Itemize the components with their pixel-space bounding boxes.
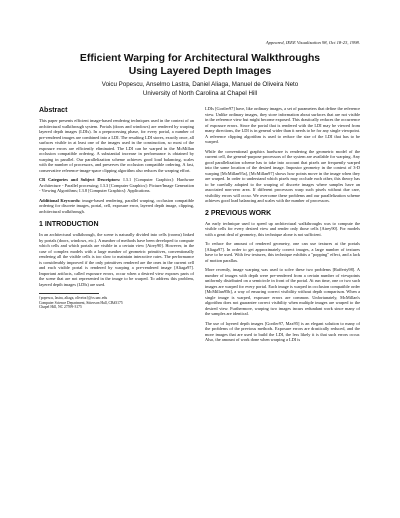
intro-continued-paragraph-1: LDIs [Gortler97] have, like ordinary images, a set of parameters that define the reference view. Unlike ordinary images, they store information about surfaces that are not visible in the reference view but might become exposed. This drastically reduces the occurrence of exposure errors. Since the portal that is rendered with the LDI may be viewed from many directions, the LDI is in general wider than it needs to be for any single viewpoint. A reference clipping algorithm is used to reduce the size of the LDI that has to be warped. <box>205 106 360 144</box>
author-list: Voicu Popescu, Anselmo Lastra, Daniel Aliaga, Manuel de Oliveira Neto <box>101 81 299 88</box>
intro-continued-paragraph-2: While the conventional graphics hardware is rendering the geometric model of the current cell, the general-purpose processors of the system are available for warping. Any good parallelization scheme has to take into account that pixels are frequently warped into the same location of the desired image. Impostor geometry in the context of 3-D warping [McMillan95a], [McMillan97] shows how points move in the image when they are warped. In order to understand which pixels may occlude each other, this theory has to be carefully adapted to the warping of discrete images where samples have an associated non-zero area. If different processors warp such pixels without due care, visibility errors will occur. We overcome these problems and our parallelization scheme achieves good load balancing and scales with the number of processors. <box>205 148 360 203</box>
previous-work-paragraph-1: An early technique used to speed up architectural walkthroughs was to compute the visible cells for every desired view and render only those cells [Airey90]. For models with a great deal of geometry, this technique alone is not sufficient. <box>205 220 360 237</box>
previous-work-paragraph-2: To reduce the amount of rendered geometry, one can use textures at the portals [Aliaga97]. In order to get approximately correct images, a large number of textures have to be used. With few textures, this technique exhibits a "popping" effect, and a lack of motion parallax. <box>205 241 360 263</box>
title-line-1: Efficient Warping for Architectural Walkthroughs <box>79 53 321 64</box>
footnote-rule <box>39 293 99 294</box>
footnote-address-2: Chapel Hill, NC 27599-3175 <box>39 305 82 310</box>
footnote-address-1: Computer Science Department, Sitterson Hall, CB#3175 <box>39 300 123 305</box>
cr-categories-lead: CR Categories and Subject Descriptors: <box>39 177 121 182</box>
paper-title <box>0 52 400 78</box>
abstract-text: This paper presents efficient image-based rendering techniques used in the context of an architectural walkthrough system. Portals (doors and windows) are rendered by warping layered depth images (LDIs). In a preprocessing phase, for every portal, a number of pre-rendered images are combined into a LDI. The resulting LDI stores, exactly once, all surfaces visible in at least one of the images used in the construction, so most of the exposure errors are efficiently eliminated. The LDI can be warped in the McMillan occlusion compatible ordering. A substantial increase in performance is obtained by warping in parallel. Our parallelization scheme achieves good load balancing, scales with the number of processors, and preserves the occlusion compatible ordering. A fast, conservative reference-image-space clipping algorithm also reduces the warping effort. <box>39 118 194 173</box>
previous-work-heading: 2 PREVIOUS WORK <box>205 209 272 217</box>
keywords-lead: Additional Keywords: <box>39 197 81 203</box>
venue-note: Appeared, IEEE Visualization 98, Oct 18-23, 1998. <box>265 40 360 45</box>
footnote-email: {popescu, lastra, aliaga, oliveira}@cs.unc.edu <box>39 296 108 300</box>
cr-categories-text: I.3.1 [Computer Graphics]: Hardware Architecture - Parallel processing; I.3.3 [Computer Graphics]: Picture/Image Generation - Viewing Algorithms; I.3.8 [Computer Graphics]: Applications. <box>39 177 194 193</box>
right-column <box>205 106 360 347</box>
left-column <box>39 106 194 310</box>
previous-work-paragraph-3: More recently, image warping was used to solve these two problems [Rafferty98]. A number of images with depth were pre-rendered from a certain number of viewpoints uniformly distributed on a semicircle in front of the portal. At run time, one or two such images are warped for every portal. Each image is warped in occlusion compatible order [McMillan95b], a way of ensuring correct visibility without depth comparison. When a single image is warped, exposure errors are common. Unfortunately, McMillan's algorithm does not guarantee correct visibility when multiple images are warped to the desired view. Furthermore, warping two images incurs redundant work since many of the samples are identical. <box>205 267 360 316</box>
affiliation: University of North Carolina at Chapel Hill <box>142 90 258 97</box>
previous-work-paragraph-4: The use of layered depth images [Gortler97, Max95] is an elegant solution to many of the problems of the previous methods. Exposure errors are drastically reduced, and the more images that are used to build the LDI, the less likely it is that such errors occur. Also, the amount of work done when warping a LDI is <box>205 320 360 342</box>
keywords-text: image-based rendering, parallel warping, occlusion compatible ordering for discrete images, portal, cell, exposure error, layered depth image, clipping, architectural walkthrough. <box>39 197 195 214</box>
abstract-heading: Abstract <box>39 107 68 114</box>
keywords <box>39 198 194 215</box>
introduction-paragraph: In an architectural walkthrough, the scene is naturally divided into cells (rooms) linked by portals (doors, windows, etc.). A number of methods have been developed to compute which cells and which portals are visible in a certain view [Airey90]. However, in the case of complex models with a large number of geometric primitives, conventionally rendering all the visible cells is too slow to maintain interactive rates. The performance is considerably improved if the only primitives rendered are the ones in the current cell and each visible portal is rendered by warping a pre-rendered image [Aliaga97]. Important artifacts, called exposure errors, occur when a desired view exposes parts of the scene that are not represented in the image to be warped. To address this problem, layered depth images (LDIs) are used. <box>39 232 194 287</box>
cr-categories <box>39 177 194 194</box>
introduction-heading: 1 INTRODUCTION <box>39 221 99 228</box>
title-line-2: Using Layered Depth Images <box>128 66 272 77</box>
